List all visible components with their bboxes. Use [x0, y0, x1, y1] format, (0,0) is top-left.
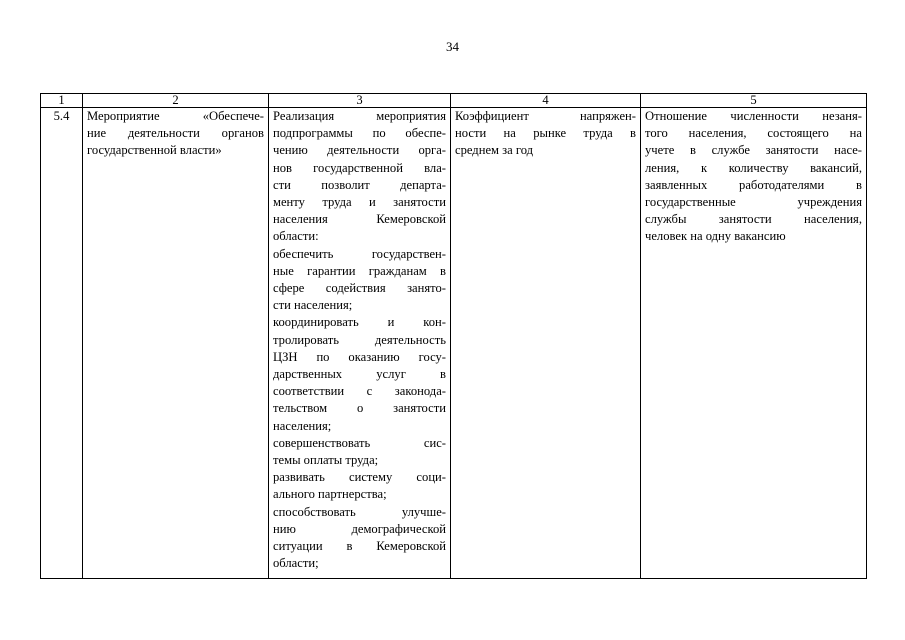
cell-text-line: координировать и кон- — [273, 315, 446, 330]
cell-text-line: тельством о занятости — [273, 401, 446, 416]
cell-text-line: среднем за год — [455, 143, 534, 158]
event-name-cell — [83, 108, 269, 579]
cell-text-line: сфере содействия занято- — [273, 281, 446, 296]
cell-text-line: области; — [273, 556, 319, 571]
event-description-cell — [269, 108, 451, 579]
cell-text-line: человек на одну вакансию — [645, 229, 786, 244]
header-col-2: 2 — [83, 94, 269, 108]
cell-text-line: чению деятельности орга- — [273, 143, 446, 158]
data-table — [40, 93, 867, 579]
cell-text-line: совершенствовать сис- — [273, 435, 446, 450]
cell-text-line: заявленных работодателями в — [645, 177, 862, 192]
header-col-3: 3 — [269, 94, 451, 108]
cell-text-line: развивать систему соци- — [273, 470, 446, 485]
cell-text-line: государственной власти» — [87, 143, 222, 158]
indicator-name-cell — [451, 108, 641, 579]
cell-text-line: государственные учреждения — [645, 195, 862, 210]
cell-text-line: Коэффициент напряжен- — [455, 109, 636, 123]
cell-text-line: Отношение численности незаня- — [645, 109, 862, 123]
cell-text-line: населения Кемеровской — [273, 212, 446, 227]
cell-text-line: нию демографической — [273, 521, 446, 536]
cell-text-line: ности на рынке труда в — [455, 126, 636, 141]
cell-text-line: менту труда и занятости — [273, 195, 446, 210]
cell-text-line: сти позволит департа- — [273, 177, 446, 192]
indicator-method-cell — [641, 108, 867, 579]
cell-text-line: нов государственной вла- — [273, 160, 446, 175]
table-header-row — [41, 94, 867, 108]
header-col-5: 5 — [641, 94, 867, 108]
cell-text-line: сти населения; — [273, 298, 353, 313]
header-col-4: 4 — [451, 94, 641, 108]
cell-text-line: ние деятельности органов — [87, 126, 264, 141]
table-row — [41, 108, 867, 579]
page-number: 34 — [446, 39, 459, 54]
cell-text-line: ЦЗН по оказанию госу- — [273, 349, 446, 364]
cell-text-line: области: — [273, 229, 319, 244]
cell-text-line: ситуации в Кемеровской — [273, 539, 446, 554]
row-number-cell: 5.4 — [41, 108, 83, 579]
cell-text-line: ления, к количеству вакансий, — [645, 160, 862, 175]
cell-text-line: Реализация мероприятия — [273, 109, 446, 123]
cell-text-line: ные гарантии гражданам в — [273, 263, 446, 278]
cell-text-line: подпрограммы по обеспе- — [273, 126, 446, 141]
cell-text-line: населения; — [273, 418, 332, 433]
header-col-1: 1 — [41, 94, 83, 108]
cell-text-line: службы занятости населения, — [645, 212, 862, 227]
cell-text-line: Мероприятие «Обеспече- — [87, 109, 264, 123]
cell-text-line: учете в службе занятости насе- — [645, 143, 862, 158]
cell-text-line: соответствии с законода- — [273, 384, 446, 399]
cell-text-line: способствовать улучше- — [273, 504, 446, 519]
cell-text-line: ального партнерства; — [273, 487, 387, 502]
cell-text-line: темы оплаты труда; — [273, 453, 379, 468]
cell-text-line: тролировать деятельность — [273, 332, 446, 347]
cell-text-line: дарственных услуг в — [273, 367, 446, 382]
cell-text-line: обеспечить государствен- — [273, 246, 446, 261]
cell-text-line: того населения, состоящего на — [645, 126, 862, 141]
